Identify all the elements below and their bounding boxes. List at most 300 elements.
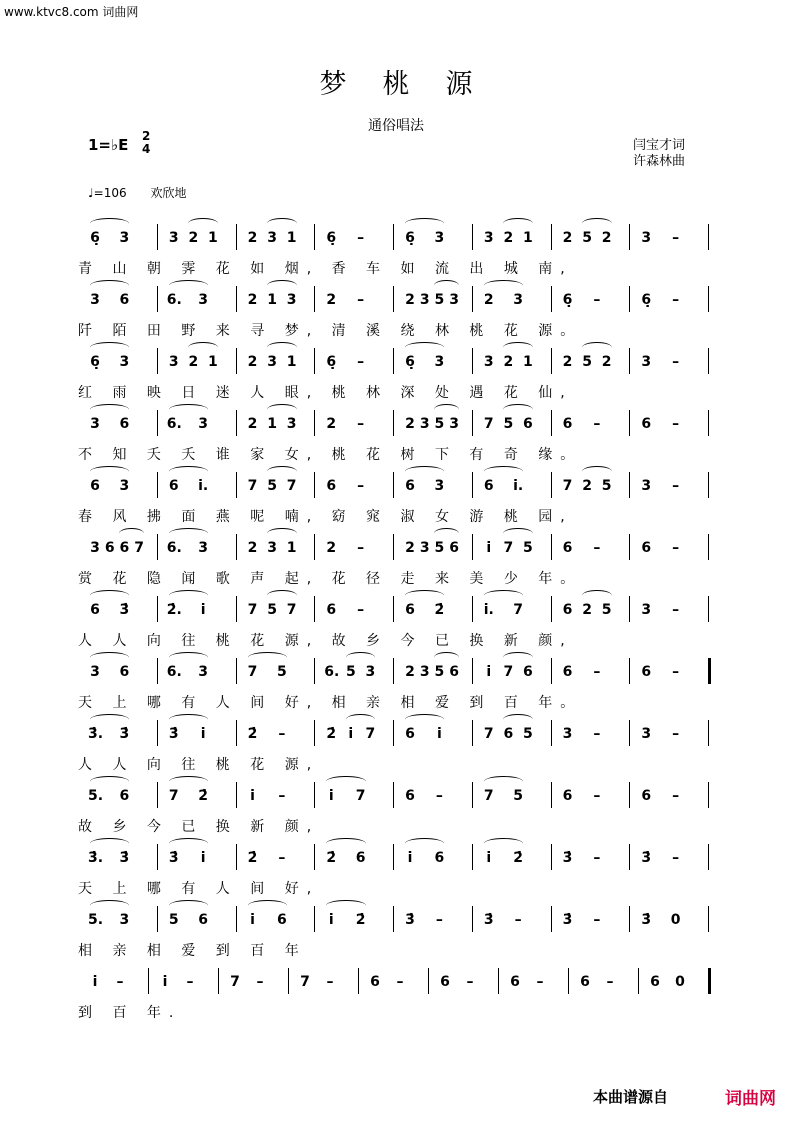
notes-row xyxy=(78,652,718,686)
note: i. xyxy=(513,478,524,494)
note: 6. xyxy=(166,664,182,680)
note: 6 xyxy=(641,788,652,804)
slur xyxy=(503,652,533,663)
slur xyxy=(434,404,459,415)
note: 2 xyxy=(601,230,612,246)
note: – xyxy=(672,230,680,246)
slur xyxy=(405,466,444,477)
tempo-value: ♩=106 xyxy=(88,186,127,200)
lyrics-row xyxy=(78,940,718,960)
barline xyxy=(314,782,315,808)
note: 5 xyxy=(434,540,445,556)
slur xyxy=(90,590,129,601)
notes-row xyxy=(78,714,718,748)
barline xyxy=(314,658,315,684)
note: 6̣ xyxy=(90,230,100,246)
barline xyxy=(157,658,158,684)
note: 5 xyxy=(267,602,277,618)
site-watermark: www.ktvc8.com 词曲网 xyxy=(4,5,139,19)
note: 2 xyxy=(247,292,258,308)
barline xyxy=(708,658,711,684)
slur xyxy=(90,652,129,663)
barline xyxy=(498,968,499,994)
barline xyxy=(218,968,219,994)
slur xyxy=(248,652,287,663)
note: i. xyxy=(198,478,209,494)
note: 3 xyxy=(419,292,430,308)
barline xyxy=(472,348,473,374)
note: – xyxy=(672,292,680,308)
note: 3 xyxy=(198,540,208,556)
note: – xyxy=(256,974,264,990)
barline xyxy=(551,596,552,622)
note: – xyxy=(672,602,680,618)
note: 2 xyxy=(247,354,258,370)
note: 3 xyxy=(365,664,376,680)
slur xyxy=(90,404,129,415)
note: 6 xyxy=(405,478,415,494)
barline xyxy=(393,844,394,870)
notes-line xyxy=(78,776,718,810)
note: 2 xyxy=(562,230,573,246)
barline xyxy=(472,844,473,870)
barline xyxy=(708,534,709,560)
note: 3 xyxy=(286,416,297,432)
note: – xyxy=(672,664,680,680)
lyrics-row xyxy=(78,878,718,898)
barline xyxy=(157,844,158,870)
barline xyxy=(629,348,630,374)
slur xyxy=(326,900,365,911)
note: 3 xyxy=(419,416,430,432)
barline xyxy=(708,348,709,374)
note: 7 xyxy=(483,726,494,742)
barline xyxy=(472,534,473,560)
barline xyxy=(551,658,552,684)
lyrics-row xyxy=(78,382,718,402)
note: 7 xyxy=(300,974,310,990)
barline xyxy=(157,348,158,374)
slur xyxy=(484,280,523,291)
song-subtitle: 通俗唱法 xyxy=(368,118,424,134)
slur xyxy=(267,218,297,229)
note: 3 xyxy=(483,230,494,246)
lyrics-line: 阡 陌 田 野 来 寻 梦, 清 溪 绕 林 桃 花 源。 xyxy=(78,323,583,339)
note: 3 xyxy=(119,230,130,246)
barline xyxy=(472,224,473,250)
notes-row xyxy=(78,280,718,314)
note: 2̇ xyxy=(247,726,258,742)
note: 3 xyxy=(198,292,208,308)
note: – xyxy=(672,478,680,494)
note: 3 xyxy=(119,912,130,928)
note: 6. xyxy=(324,664,340,680)
note: 6 xyxy=(104,540,115,556)
note: – xyxy=(278,850,286,866)
note: – xyxy=(186,974,194,990)
barline xyxy=(393,720,394,746)
barline xyxy=(638,968,639,994)
note: 2 xyxy=(582,478,592,494)
note: 1 xyxy=(208,230,218,246)
time-bottom: 4 xyxy=(142,142,151,156)
note: – xyxy=(606,974,614,990)
note: 5 xyxy=(523,726,533,742)
note: 2 xyxy=(562,354,573,370)
barline xyxy=(393,534,394,560)
barline xyxy=(157,534,158,560)
note: 7 xyxy=(503,540,514,556)
note: 6̣ xyxy=(326,230,337,246)
note: 6 xyxy=(523,416,533,432)
note: 3 xyxy=(641,602,652,618)
slur xyxy=(346,714,376,725)
barline xyxy=(314,472,315,498)
note: – xyxy=(514,912,522,928)
note: i. xyxy=(483,602,494,618)
note: 2̇ xyxy=(326,850,337,866)
barline xyxy=(708,782,709,808)
barline xyxy=(148,968,149,994)
note: – xyxy=(357,602,365,618)
notes-line xyxy=(78,962,718,996)
note: – xyxy=(672,850,680,866)
notes-line xyxy=(78,342,718,376)
notes-line xyxy=(78,218,718,252)
lyrics-row xyxy=(78,754,718,774)
note: 6 xyxy=(503,726,514,742)
note: 6 xyxy=(562,540,573,556)
barline xyxy=(314,906,315,932)
slur xyxy=(90,900,129,911)
slur xyxy=(503,714,533,725)
slur xyxy=(169,900,208,911)
barline xyxy=(629,286,630,312)
notes-row xyxy=(78,838,718,872)
note: 3 xyxy=(449,292,459,308)
note: 3 xyxy=(641,478,652,494)
note: 3 xyxy=(90,292,100,308)
note: i xyxy=(250,788,255,804)
slur xyxy=(90,466,129,477)
note: 3 xyxy=(641,230,652,246)
barline xyxy=(157,782,158,808)
note: 2 xyxy=(326,540,337,556)
note: 6 xyxy=(277,912,287,928)
note: – xyxy=(435,912,443,928)
barline xyxy=(314,410,315,436)
barline xyxy=(629,410,630,436)
slur xyxy=(90,280,129,291)
note: 5 xyxy=(345,664,356,680)
note: 1 xyxy=(286,354,297,370)
note: 2 xyxy=(405,540,415,556)
note: 3̇. xyxy=(88,726,104,742)
note: 3 xyxy=(267,230,277,246)
slur xyxy=(405,218,444,229)
note: 3 xyxy=(168,354,179,370)
barline xyxy=(472,658,473,684)
note: 6 xyxy=(434,850,445,866)
barline xyxy=(708,596,709,622)
lyrics-line: 春 风 拂 面 燕 呢 喃, 窈 窕 淑 女 游 桃 园, xyxy=(78,509,573,525)
lyrics-line: 赏 花 隐 闻 歌 声 起, 花 径 走 来 美 少 年。 xyxy=(78,571,583,587)
lyrics-line: 青 山 朝 霁 花 如 烟, 香 车 如 流 出 城 南, xyxy=(78,261,573,277)
note: 7 xyxy=(513,602,523,618)
slur xyxy=(90,714,129,725)
barline xyxy=(472,596,473,622)
barline xyxy=(236,782,237,808)
note: 2 xyxy=(405,292,415,308)
slur xyxy=(169,466,208,477)
note: 6̣ xyxy=(326,354,337,370)
note: 2 xyxy=(503,230,514,246)
lyrics-row xyxy=(78,320,718,340)
note: 5 xyxy=(168,912,179,928)
notes-row xyxy=(78,962,718,996)
slur xyxy=(267,342,297,353)
lyrics-line: 人 人 向 往 桃 花 源, xyxy=(78,757,320,773)
note: 2̇ xyxy=(198,788,208,804)
barline xyxy=(629,472,630,498)
lyricist: 闫宝才词 xyxy=(633,138,686,153)
time-top: 2 xyxy=(142,129,151,143)
barline xyxy=(393,596,394,622)
barline xyxy=(551,782,552,808)
slur xyxy=(582,466,612,477)
note: 1 xyxy=(286,540,297,556)
slur xyxy=(267,528,297,539)
note: 6 xyxy=(562,416,573,432)
barline xyxy=(236,906,237,932)
note: 6. xyxy=(166,416,182,432)
barline xyxy=(236,410,237,436)
notes-line xyxy=(78,280,718,314)
slur xyxy=(90,218,129,229)
note: i xyxy=(92,974,98,990)
composer: 许森林曲 xyxy=(633,154,686,169)
note: 2 xyxy=(326,416,337,432)
notes-line xyxy=(78,466,718,500)
note: 7 xyxy=(365,726,376,742)
note: 2 xyxy=(405,416,415,432)
lyrics-line: 人 人 向 往 桃 花 源, 故 乡 今 已 换 新 颜, xyxy=(78,633,573,649)
barline xyxy=(236,658,237,684)
notes-line xyxy=(78,528,718,562)
barline xyxy=(157,906,158,932)
barline xyxy=(314,720,315,746)
note: 3 xyxy=(562,726,573,742)
note: – xyxy=(672,354,680,370)
slur xyxy=(267,590,297,601)
note: i xyxy=(200,602,206,618)
note: i xyxy=(436,726,442,742)
note: – xyxy=(278,788,286,804)
note: 6 xyxy=(523,664,533,680)
note: 7 xyxy=(483,788,494,804)
note: 5 xyxy=(601,478,612,494)
note: 3 xyxy=(119,354,130,370)
note: 3 xyxy=(198,416,208,432)
notes-line xyxy=(78,900,718,934)
note: 2 xyxy=(247,230,258,246)
barline xyxy=(472,410,473,436)
note: i xyxy=(328,912,334,928)
notes-row xyxy=(78,404,718,438)
barline xyxy=(708,410,709,436)
barline xyxy=(629,534,630,560)
barline xyxy=(629,658,630,684)
note: 3̇ xyxy=(562,850,573,866)
note: 1 xyxy=(267,416,277,432)
barline xyxy=(551,286,552,312)
note: i xyxy=(328,788,334,804)
slur xyxy=(169,280,208,291)
barline xyxy=(393,906,394,932)
note: 1 xyxy=(523,354,533,370)
note: 3 xyxy=(434,354,445,370)
note: 6 xyxy=(650,974,660,990)
note: 5 xyxy=(434,416,445,432)
barline xyxy=(236,844,237,870)
slur xyxy=(169,838,208,849)
note: 3 xyxy=(119,478,130,494)
note: 3 xyxy=(641,354,652,370)
note: 6 xyxy=(440,974,450,990)
note: – xyxy=(593,416,601,432)
slur xyxy=(326,838,365,849)
note: 1 xyxy=(523,230,533,246)
note: 5 xyxy=(523,540,533,556)
notes-row xyxy=(78,900,718,934)
note: – xyxy=(466,974,474,990)
note: 3 xyxy=(513,292,523,308)
slur xyxy=(484,590,523,601)
note: 7 xyxy=(247,602,258,618)
note: – xyxy=(593,726,601,742)
notes-row xyxy=(78,590,718,624)
note: 2 xyxy=(188,354,199,370)
notes-row xyxy=(78,342,718,376)
slur xyxy=(188,342,218,353)
note: – xyxy=(326,974,334,990)
barline xyxy=(314,844,315,870)
note: 6 xyxy=(405,788,415,804)
note: 3 xyxy=(641,726,652,742)
note: 7 xyxy=(286,478,297,494)
barline xyxy=(629,720,630,746)
note: 6. xyxy=(166,540,182,556)
note: 7 xyxy=(247,478,258,494)
note: 3 xyxy=(198,664,208,680)
barline xyxy=(236,596,237,622)
note: 7 xyxy=(247,664,258,680)
barline xyxy=(157,720,158,746)
barline xyxy=(314,596,315,622)
note: 6 xyxy=(449,540,459,556)
note: – xyxy=(396,974,404,990)
note: 6 xyxy=(641,540,652,556)
lyrics-row xyxy=(78,506,718,526)
note: 5 xyxy=(601,602,612,618)
slur xyxy=(405,342,444,353)
slur xyxy=(90,838,129,849)
note: 2̇. xyxy=(166,602,182,618)
barline xyxy=(157,596,158,622)
barline xyxy=(629,782,630,808)
barline xyxy=(551,410,552,436)
note: – xyxy=(672,416,680,432)
barline xyxy=(393,658,394,684)
barline xyxy=(314,286,315,312)
barline xyxy=(708,906,709,932)
note: i xyxy=(250,912,255,928)
note: 2 xyxy=(326,292,337,308)
slur xyxy=(169,404,208,415)
barline xyxy=(314,224,315,250)
barline xyxy=(551,224,552,250)
slur xyxy=(90,342,129,353)
lyrics-row xyxy=(78,630,718,650)
lyrics-row xyxy=(78,816,718,836)
note: 5 xyxy=(434,292,445,308)
barline xyxy=(472,286,473,312)
barline xyxy=(472,906,473,932)
barline xyxy=(551,472,552,498)
barline xyxy=(472,472,473,498)
note: 3 xyxy=(419,664,430,680)
note: 6̣ xyxy=(405,230,415,246)
note: 6 xyxy=(580,974,590,990)
note: – xyxy=(672,788,680,804)
barline xyxy=(236,534,237,560)
note: – xyxy=(593,292,601,308)
notes-line xyxy=(78,590,718,624)
note: 6 xyxy=(355,850,366,866)
note: 0 xyxy=(675,974,685,990)
lyrics-line: 红 雨 映 日 迷 人 眼, 桃 林 深 处 遇 花 仙, xyxy=(78,385,573,401)
footer-logo: 词曲网 xyxy=(725,1089,776,1109)
note: i xyxy=(348,726,354,742)
note: 5. xyxy=(88,788,104,804)
slur xyxy=(582,342,612,353)
barline xyxy=(314,348,315,374)
note: – xyxy=(357,230,365,246)
note: 6 xyxy=(641,416,652,432)
note: 7 xyxy=(286,602,297,618)
barline xyxy=(472,782,473,808)
lyrics-line: 到 百 年. xyxy=(78,1005,182,1021)
slur xyxy=(119,528,144,539)
note: 2 xyxy=(503,354,514,370)
note: 6̣ xyxy=(405,354,415,370)
note: 3̇ xyxy=(562,912,573,928)
tempo-marking xyxy=(88,184,186,201)
song-title: 梦桃源 xyxy=(319,69,509,100)
note: – xyxy=(536,974,544,990)
slur xyxy=(434,280,459,291)
note: 6 xyxy=(449,664,459,680)
barline xyxy=(393,410,394,436)
note: 3 xyxy=(267,354,277,370)
slur xyxy=(503,404,533,415)
note: 3 xyxy=(434,478,445,494)
note: 2 xyxy=(247,416,258,432)
barline xyxy=(551,348,552,374)
slur xyxy=(405,590,444,601)
lyrics-row xyxy=(78,444,718,464)
note: 2 xyxy=(247,540,258,556)
